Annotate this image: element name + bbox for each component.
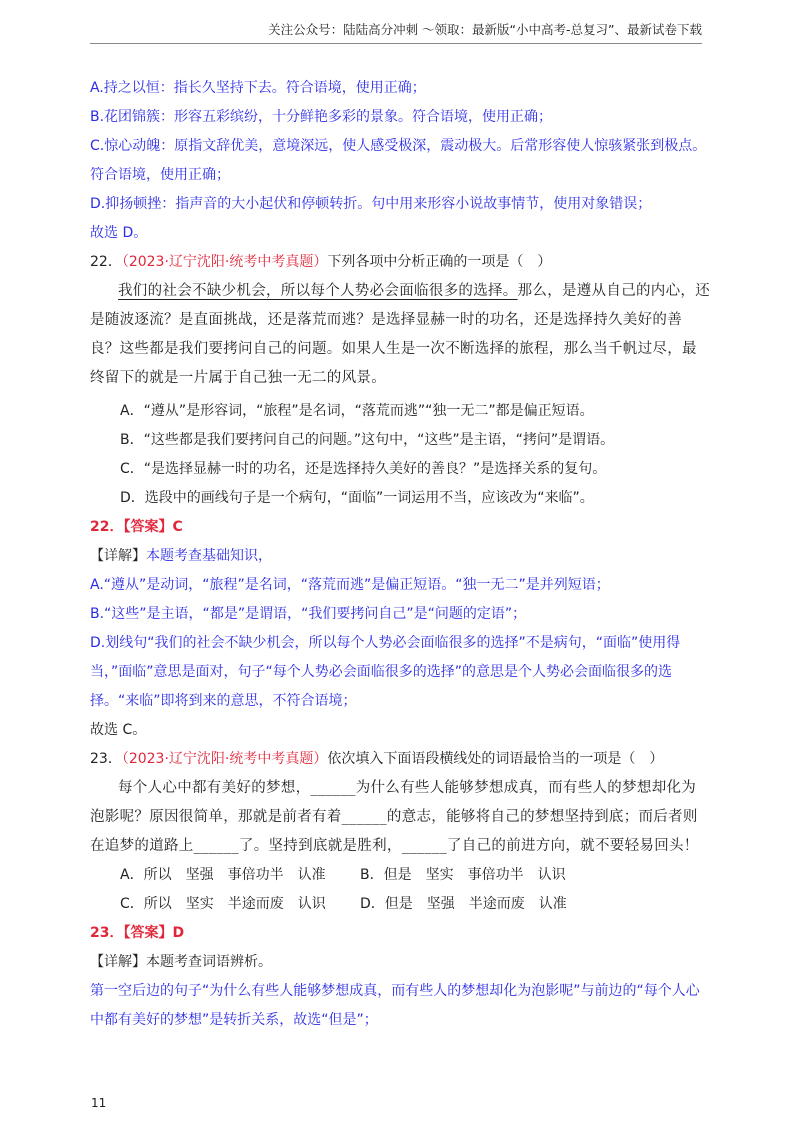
prev-analysis-a: A.持之以恒：指长久坚持下去。符合语境，使用正确； [90, 80, 426, 96]
q22-option-b: B．“这些都是我们要拷问自己的问题。”这句中，“这些”是主语，“拷问”是谓语。 [120, 432, 615, 448]
q23-answer-label: 【答案】 [123, 925, 173, 941]
q23-passage: 每个人心中都有美好的梦想，______为什么有些人能够梦想成真，而有些人的梦想却化为泡影呢？原因很简单，那就是前者有着______的意志，能够将自己的梦想坚持到底；而后者则在追梦的道路上______了。坚持到底就是胜利，______了自己的前进方向，就不要轻易回头！ [90, 780, 699, 854]
q22-answer-value: C [172, 519, 183, 535]
q23-stem: 依次填入下面语段横线处的词语最恰当的一项是（ ） [327, 751, 664, 767]
prev-analysis-d: D.抑扬顿挫：指声音的大小起伏和停顿转折。句中用来形容小说故事情节，使用对象错误； [90, 196, 652, 212]
q22-detail-a: A.“遵从”是动词，“旅程”是名词，“落荒而逃”是偏正短语。“独一无二”是并列短语； [90, 577, 610, 593]
q22-detail-b: B.“这些”是主语，“都是”是谓语，“我们要拷问自己”是“问题的定语”； [90, 606, 527, 622]
q22-detail-d: D.划线句“我们的社会不缺少机会，所以每个人势必会面临很多的选择”不是病句，“面临”使用得当，”面临”意思是面对，句子“每个人势必会面临很多的选择”的意思是个人势必会面临很多的选择。“来临”即将到来的意思，不符合语境； [90, 635, 681, 709]
q22-source: （2023·辽宁沈阳·统考中考真题） [121, 254, 328, 270]
q23-detail-intro [90, 948, 710, 977]
page-content [90, 74, 710, 1035]
q23-choice-c: C．所以 坚实 半途而废 认识 [120, 896, 326, 912]
q22-detail-intro [90, 542, 710, 571]
q23-detail-text: 第一空后边的句子“为什么有些人能够梦想成真，而有些人的梦想却化为泡影呢”与前边的“每个人心中都有美好的梦想”是转折关系，故选“但是”； [90, 983, 700, 1028]
q22-passage-underlined: 我们的社会不缺少机会，所以每个人势必会面临很多的选择。 [118, 283, 518, 299]
q22-detail-intro-text: 本题考查基础知识， [146, 548, 272, 564]
q23-detail-intro-text: 本题考查词语辨析。 [146, 954, 272, 970]
header-divider [90, 43, 702, 44]
q22-option-a: A．“遵从”是形容词，“旅程”是名词，“落荒而逃”“独一无二”都是偏正短语。 [120, 403, 594, 419]
q23-choice-b: B．但是 坚实 事倍功半 认识 [360, 867, 566, 883]
q22-number: 22． [90, 254, 122, 270]
q22-answer-number: 22． [90, 519, 124, 535]
q23-answer [90, 919, 710, 948]
q23-choice-d: D．但是 坚强 半途而废 认准 [360, 896, 567, 912]
q22-option-d: D．选段中的画线句子是一个病句，“面临”一词运用不当，应该改为“来临”。 [120, 490, 594, 506]
q22-passage-rest: 那么，是遵从自己的内心，还是随波逐流？是直面挑战，还是落荒而逃？是选择显赫一时的功名，还是选择持久美好的善良？这些都是我们要拷问自己的问题。如果人生是一次不断选择的旅程，那么当千帆过尽，最终留下的就是一片属于自己独一无二的风景。 [90, 283, 711, 386]
q23-answer-number: 23． [90, 925, 124, 941]
prev-analysis-c: C.惊心动魄：原指文辞优美，意境深远，使人感受极深，震动极大。后常形容使人惊骇紧张到极点。符合语境，使用正确； [90, 138, 707, 183]
q23-number: 23． [90, 751, 122, 767]
q22-answer [90, 513, 710, 542]
prev-conclusion: 故选 D。 [90, 225, 148, 241]
q22-stem: 下列各项中分析正确的一项是（ ） [327, 254, 552, 270]
q23-answer-value: D [172, 925, 185, 941]
page-header: 关注公众号：陆陆高分冲刺 〜领取：最新版“小中高考-总复习”、最新试卷下载 [268, 22, 702, 37]
q22-option-c: C．“是选择显赫一时的功名，还是选择持久美好的善良？”是选择关系的复句。 [120, 461, 607, 477]
q23-choices [90, 861, 710, 919]
q23-choice-a: A．所以 坚强 事倍功半 认准 [120, 867, 326, 883]
page-number: 11 [91, 1096, 107, 1110]
prev-analysis-b: B.花团锦簇：形容五彩缤纷，十分鲜艳多彩的景象。符合语境，使用正确； [90, 109, 553, 125]
q23-detail-label: 【详解】 [90, 954, 146, 970]
q23-source: （2023·辽宁沈阳·统考中考真题） [121, 751, 328, 767]
q22-conclusion: 故选 C。 [90, 722, 147, 738]
q22-detail-label: 【详解】 [90, 548, 146, 564]
q22-stem-line [90, 248, 710, 277]
q22-passage [90, 277, 710, 393]
q23-stem-line [90, 745, 710, 774]
q22-answer-label: 【答案】 [123, 519, 173, 535]
